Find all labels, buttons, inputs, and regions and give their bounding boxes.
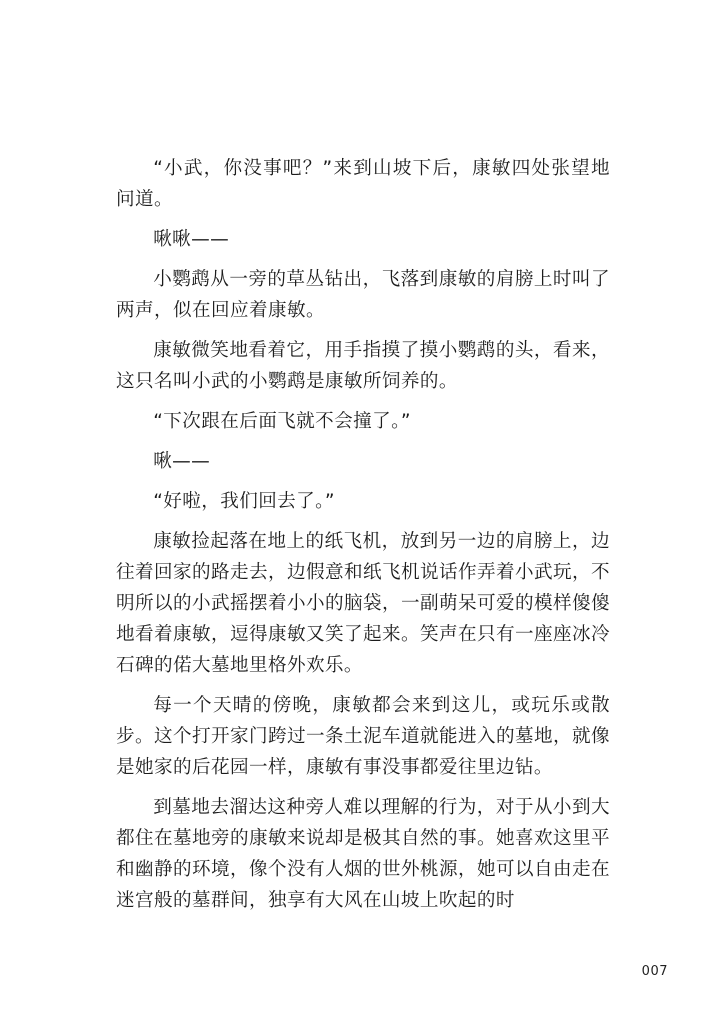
paragraph: “下次跟在后面飞就不会撞了。” <box>153 411 411 432</box>
paragraph: 康敏微笑地看着它，用手指摸了摸小鹦鹉的头，看来，这只名叫小武的小鹦鹉是康敏所饲养的。 <box>116 340 610 392</box>
paragraph: “小武，你没事吧？”来到山坡下后，康敏四处张望地问道。 <box>116 158 610 210</box>
paragraph: 啾—— <box>153 451 211 472</box>
paragraph: “好啦，我们回去了。” <box>153 491 335 512</box>
page-number: 007 <box>641 964 668 979</box>
paragraph: 康敏捡起落在地上的纸飞机，放到另一边的肩膀上，边往着回家的路走去，边假意和纸飞机说话作弄着小武玩，不明所以的小武摇摆着小小的脑袋，一副萌呆可爱的模样傻傻地看着康敏，逗得康敏又笑了起来。笑声在只有一座座冰冷石碑的偌大墓地里格外欢乐。 <box>116 531 610 676</box>
paragraph: 到墓地去溜达这种旁人难以理解的行为，对于从小到大都住在墓地旁的康敏来说却是极其自然的事。她喜欢这里平和幽静的环境，像个没有人烟的世外桃源，她可以自由走在迷宫般的墓群间，独享有大风在山坡上吹起的时 <box>116 797 610 911</box>
paragraph: 啾啾—— <box>153 229 230 250</box>
body-text <box>116 153 610 925</box>
paragraph: 每一个天晴的傍晚，康敏都会来到这儿，或玩乐或散步。这个打开家门跨过一条土泥车道就能进入的墓地，就像是她家的后花园一样，康敏有事没事都爱往里边钻。 <box>116 695 610 778</box>
paragraph: 小鹦鹉从一旁的草丛钻出，飞落到康敏的肩膀上时叫了两声，似在回应着康敏。 <box>116 269 610 321</box>
